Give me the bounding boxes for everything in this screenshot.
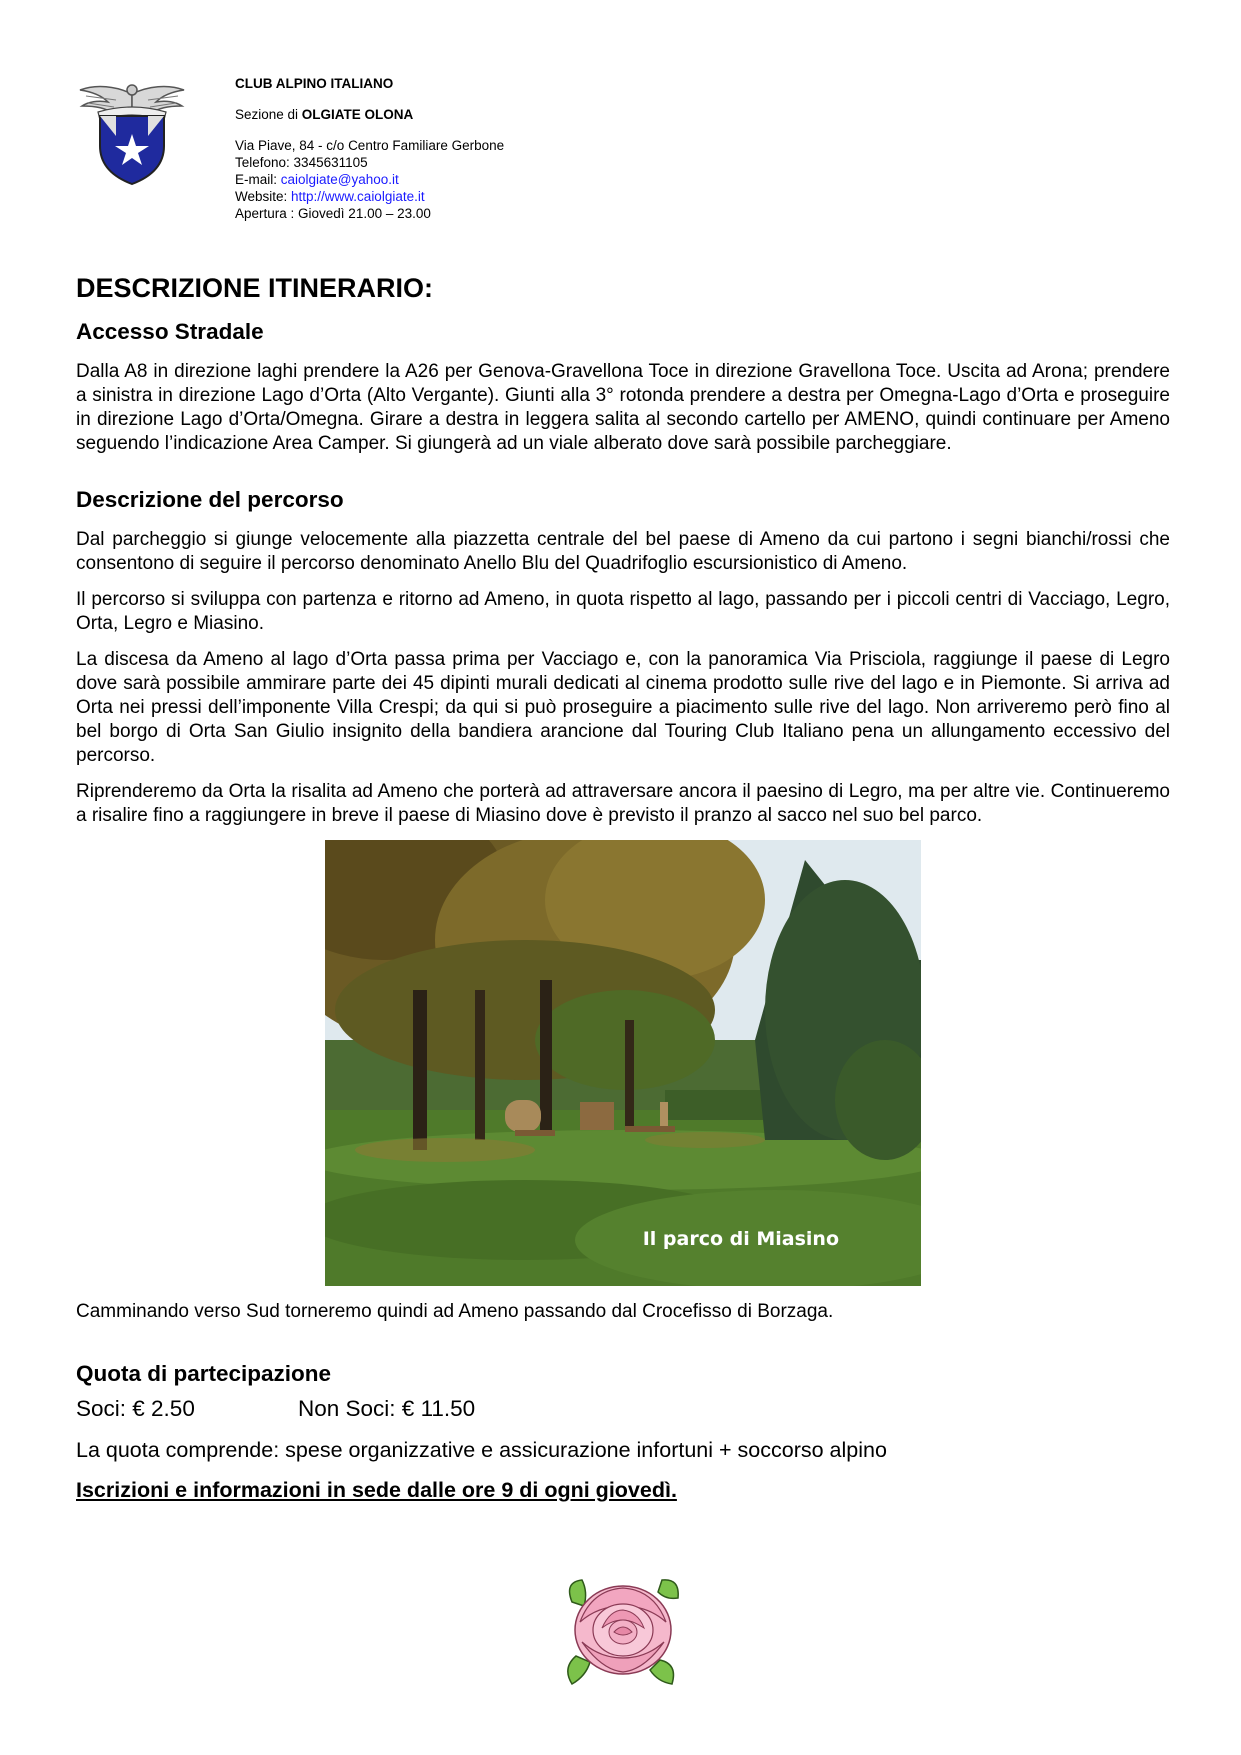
phone-line (235, 154, 504, 171)
section-prefix: Sezione di (235, 107, 302, 122)
email-line (235, 171, 504, 188)
fees-row (76, 1394, 1170, 1424)
hours-label: Apertura : (235, 206, 299, 221)
members-fee: Soci: € 2.50 (76, 1396, 195, 1421)
non-members-fee: Non Soci: € 11.50 (298, 1396, 476, 1421)
route-paragraph: La discesa da Ameno al lago d’Orta passa prima per Vacciago e, con la panoramica Via Prisciola, raggiunge il paese di Legro dove sarà possibile ammirare parte dei 45 dipinti murali dedicati al cinema prodotto sulle rive del lago e in Piemonte. Si arriva ad Orta nei pressi dell’imponente Villa Crespi; da qui si può proseguire a piacimento sulle rive del lago. Non arriveremo però fino al bel borgo di Orta San Giulio insignito della bandiera arancione dal Touring Club Italiano pena un allungamento eccessivo del percorso. (76, 649, 1170, 766)
website-link[interactable]: http://www.caiolgiate.it (291, 189, 425, 204)
org-header (235, 75, 504, 222)
after-photo-text: Camminando verso Sud torneremo quindi ad Ameno passando dal Crocefisso di Borzaga. (76, 1301, 834, 1322)
route-paragraph: Riprenderemo da Orta la risalita ad Ameno che porterà ad attraversare ancora il paesino di Legro, ma per altre vie. Continueremo a risalire fino a raggiungere in breve il paese di Miasino dove è previsto il pranzo al sacco nel suo bel parco. (76, 781, 1170, 826)
website-line (235, 188, 504, 205)
page-title: DESCRIZIONE ITINERARIO: (76, 273, 434, 303)
rose-icon (562, 1572, 684, 1690)
access-text: Dalla A8 in direzione laghi prendere la A26 per Genova-Gravellona Toce in direzione Gravellona Toce. Uscita ad Arona; prendere a sinistra in direzione Lago d’Orta (Alto Vergante). Giunti alla 3° rotonda prendere a destra per Omegna-Lago d’Orta e proseguire in direzione Lago d’Orta/Omegna. Girare a destra in leggera salita al secondo cartello per AMENO, quindi continuare per Ameno seguendo l’indicazione Area Camper. Si giungerà ad un viale alberato dove sarà possibile parcheggiare. (76, 361, 1170, 454)
address: Via Piave, 84 - c/o Centro Familiare Gerbone (235, 138, 505, 153)
photo-container (76, 840, 1170, 1286)
hours-value: Giovedì 21.00 – 23.00 (298, 206, 431, 221)
access-heading: Accesso Stradale (76, 319, 264, 344)
fee-includes: La quota comprende: spese organizzative e assicurazione infortuni + soccorso alpino (76, 1438, 887, 1462)
cai-logo-icon (76, 76, 188, 188)
photo-caption: Il parco di Miasino (642, 1228, 839, 1250)
phone-label: Telefono: (235, 155, 294, 170)
email-label: E-mail: (235, 172, 281, 187)
main-content (76, 272, 1170, 1504)
email-link[interactable]: caiolgiate@yahoo.it (280, 172, 399, 187)
org-name: CLUB ALPINO ITALIANO (235, 76, 394, 91)
fees-heading: Quota di partecipazione (76, 1361, 332, 1386)
hours-line (235, 205, 504, 222)
route-paragraph: Il percorso si sviluppa con partenza e ritorno ad Ameno, in quota rispetto al lago, passando per i piccoli centri di Vacciago, Legro, Orta, Legro e Miasino. (76, 589, 1170, 634)
website-label: Website: (235, 189, 292, 204)
route-paragraph: Dal parcheggio si giunge velocemente alla piazzetta centrale del bel paese di Ameno da cui partono i segni bianchi/rossi che consentono di seguire il percorso denominato Anello Blu del Quadrifoglio escursionistico di Ameno. (76, 529, 1170, 574)
section-line (235, 106, 504, 123)
phone-number: 3345631105 (293, 155, 368, 170)
park-photo (325, 840, 921, 1286)
section-name: OLGIATE OLONA (301, 107, 414, 122)
route-heading: Descrizione del percorso (76, 487, 344, 512)
enrollment-info: Iscrizioni e informazioni in sede dalle ore 9 di ogni giovedì. (76, 1478, 677, 1502)
